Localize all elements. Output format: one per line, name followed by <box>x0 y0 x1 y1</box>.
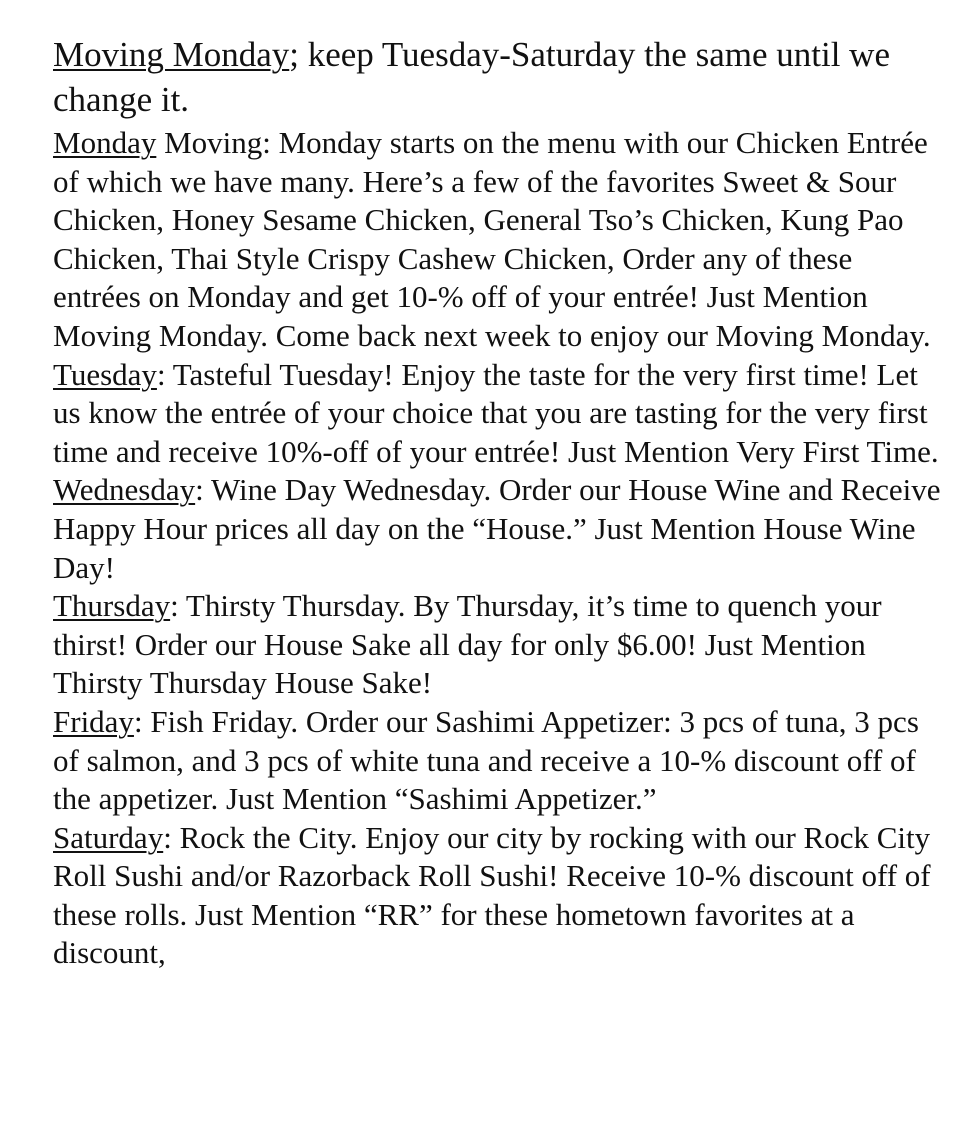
day-label: Thursday <box>53 588 171 624</box>
day-label: Friday <box>53 703 134 739</box>
paragraph-saturday <box>53 819 943 973</box>
heading-underlined: Moving Monday <box>53 35 290 74</box>
day-separator: : <box>156 356 173 392</box>
day-label: Wednesday <box>53 472 196 508</box>
day-text: Thirsty Thursday. By Thursday, it’s time to quench your thirst! Order our House Sake all day for only $6.00! Just Mention Thirsty Thursday House Sake! <box>53 588 882 701</box>
day-separator <box>156 125 164 160</box>
day-label: Saturday <box>53 819 164 855</box>
day-text: Fish Friday. Order our Sashimi Appetizer: 3 pcs of tuna, 3 pcs of salmon, and 3 pcs of white tuna and receive a 10-% discount off of the appetizer. Just Mention “Sashimi Appetizer.” <box>53 703 919 817</box>
day-separator: : <box>163 819 180 855</box>
day-label: Monday <box>53 125 157 160</box>
day-separator: : <box>133 703 151 739</box>
day-label: Tuesday <box>53 356 157 392</box>
paragraph-tuesday <box>53 356 943 472</box>
day-text: Moving: Monday starts on the menu with our Chicken Entrée of which we have many. Here’s a few of the favorites Sweet & Sour Chicken, Honey Sesame Chicken, General Tso’s Chicken, Kung Pao Chicken, Thai Style Crispy Cashew Chicken, Order any of these entrées on Monday and get 10-% off of your entrée! Just Mention Moving Monday. Come back next week to enjoy our Moving Monday. <box>53 125 931 353</box>
document-page <box>53 32 943 973</box>
heading-rest: ; keep Tuesday-Saturday the same until we change it. <box>53 35 890 119</box>
day-separator: : <box>170 588 186 624</box>
day-text: Rock the City. Enjoy our city by rocking with our Rock City Roll Sushi and/or Razorback Roll Sushi! Receive 10-% discount off of these rolls. Just Mention “RR” for these hometown favorites at a discount, <box>53 819 931 971</box>
paragraph-thursday <box>53 587 943 703</box>
document-heading <box>53 32 943 122</box>
day-separator: : <box>195 472 211 508</box>
paragraph-monday <box>53 124 943 356</box>
paragraph-friday <box>53 703 943 819</box>
paragraph-wednesday <box>53 471 943 587</box>
day-text: Tasteful Tuesday! Enjoy the taste for the very first time! Let us know the entrée of your choice that you are tasting for the very first time and receive 10%-off of your entrée! Just Mention Very First Time. <box>53 356 939 469</box>
day-text: Wine Day Wednesday. Order our House Wine and Receive Happy Hour prices all day on the “House.” Just Mention House Wine Day! <box>53 472 941 585</box>
